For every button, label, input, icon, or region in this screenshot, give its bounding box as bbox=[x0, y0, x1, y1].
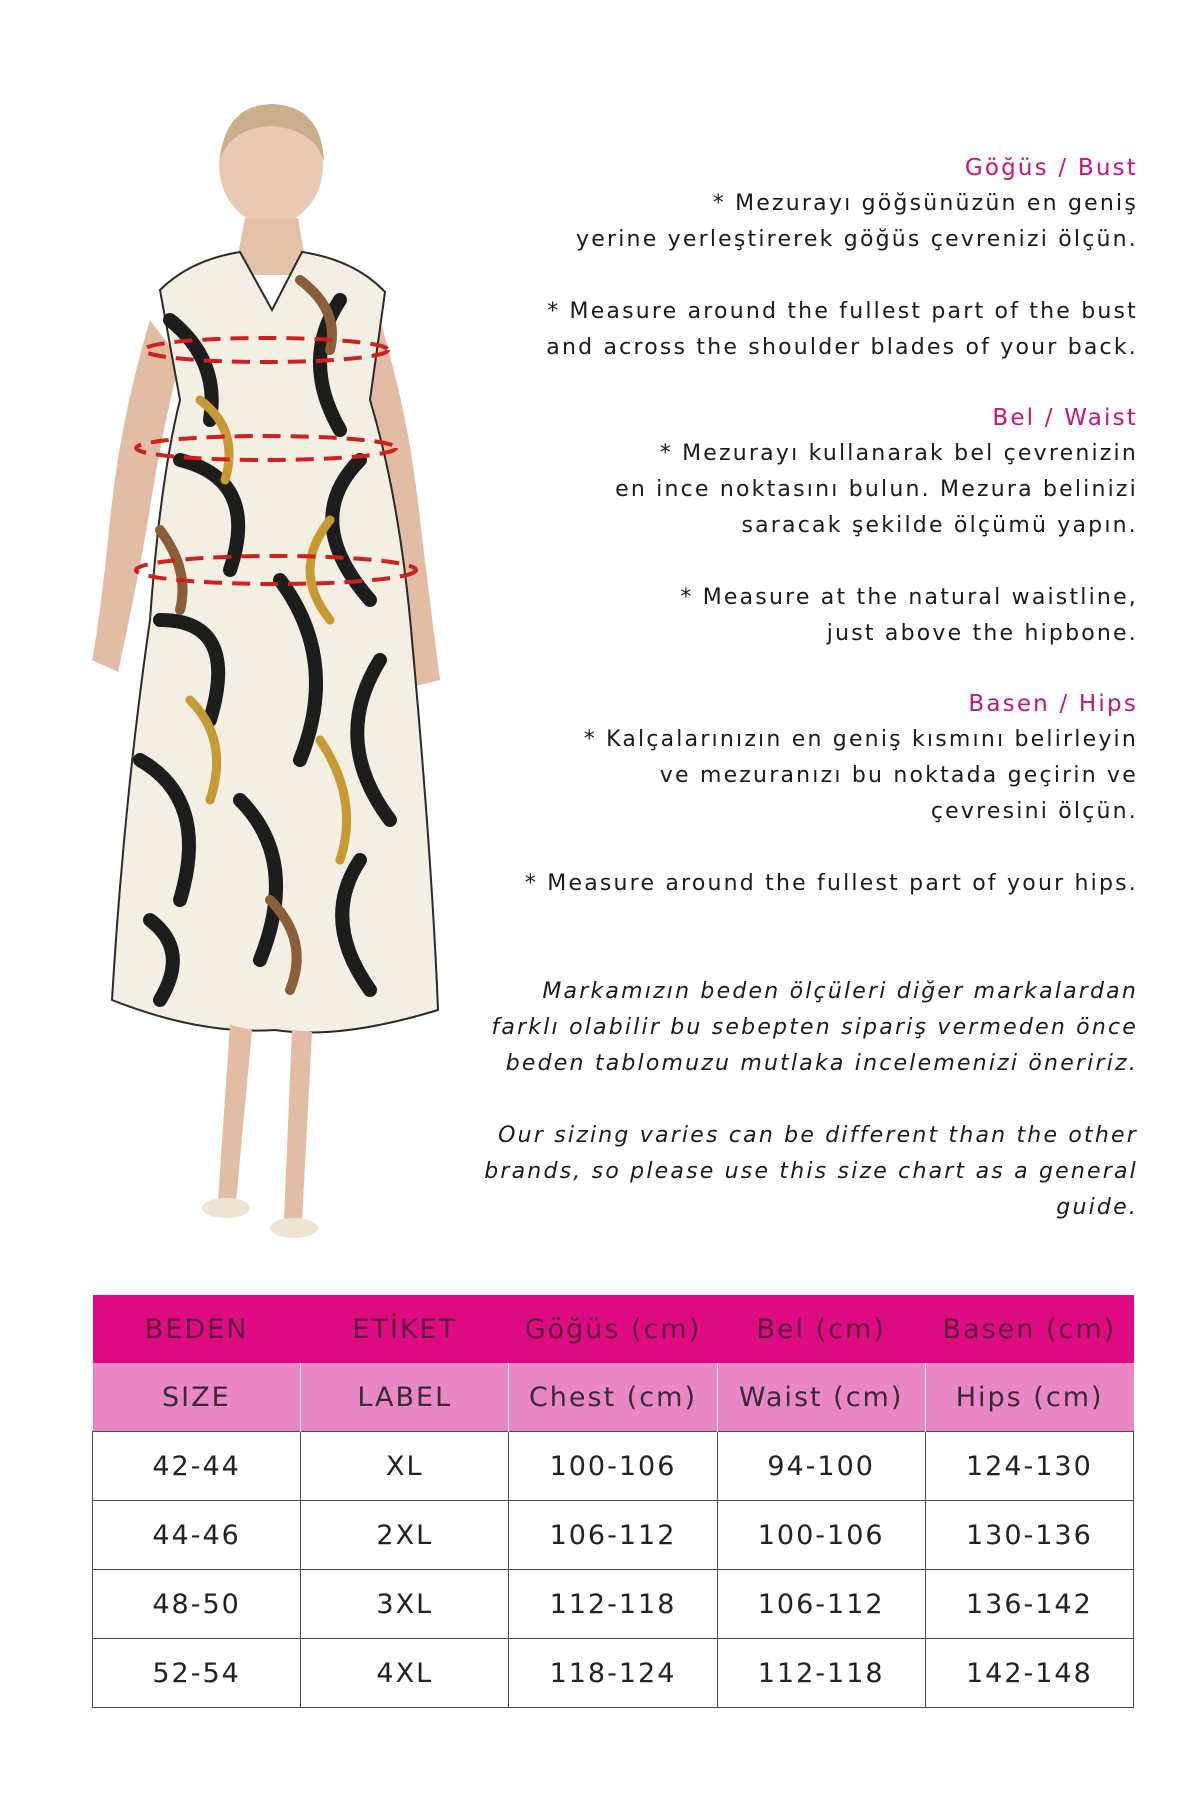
note-en-line-1: Our sizing varies can be different than the other bbox=[498, 1123, 1138, 1148]
header-etiket: ETİKET bbox=[301, 1295, 509, 1363]
table-cell: 3XL bbox=[301, 1570, 509, 1639]
table-cell: 94-100 bbox=[717, 1432, 925, 1501]
table-cell: 112-118 bbox=[717, 1639, 925, 1708]
hips-tr-line-1: * Kalçalarınızın en geniş kısmını belirleyin bbox=[583, 727, 1138, 752]
model-photo bbox=[40, 100, 480, 1280]
bust-en-line-1: * Measure around the fullest part of the bust bbox=[547, 299, 1138, 324]
table-cell: XL bbox=[301, 1432, 509, 1501]
table-header-turkish bbox=[93, 1295, 1134, 1363]
table-cell: 4XL bbox=[301, 1639, 509, 1708]
bust-tr-line-2: yerine yerleştirerek göğüs çevrenizi ölçün. bbox=[576, 227, 1138, 252]
table-cell: 136-142 bbox=[925, 1570, 1133, 1639]
table-cell: 130-136 bbox=[925, 1501, 1133, 1570]
size-chart-table bbox=[92, 1295, 1134, 1708]
hips-en-line-1: * Measure around the fullest part of your hips. bbox=[524, 871, 1138, 896]
note-tr-line-2: farklı olabilir bu sebepten sipariş vermeden önce bbox=[491, 1015, 1138, 1040]
note-en-line-2: brands, so please use this size chart as a general guide. bbox=[484, 1159, 1138, 1220]
table-cell: 124-130 bbox=[925, 1432, 1133, 1501]
model-dress-illustration bbox=[40, 100, 480, 1280]
table-cell: 100-106 bbox=[717, 1501, 925, 1570]
table-cell: 118-124 bbox=[509, 1639, 717, 1708]
note-tr-line-1: Markamızın beden ölçüleri diğer markalardan bbox=[542, 979, 1138, 1004]
table-row bbox=[93, 1639, 1134, 1708]
table-cell: 100-106 bbox=[509, 1432, 717, 1501]
bust-title: Göğüs / Bust bbox=[964, 155, 1138, 181]
table-cell: 106-112 bbox=[509, 1501, 717, 1570]
hips-tr-line-2: ve mezuranızı bu noktada geçirin ve bbox=[659, 763, 1138, 788]
table-cell: 2XL bbox=[301, 1501, 509, 1570]
table-row bbox=[93, 1432, 1134, 1501]
header-basen: Basen (cm) bbox=[925, 1295, 1133, 1363]
table-cell: 42-44 bbox=[93, 1432, 301, 1501]
hips-tr-line-3: çevresini ölçün. bbox=[930, 799, 1138, 824]
bust-tr-line-1: * Mezurayı göğsünüzün en geniş bbox=[712, 191, 1138, 216]
waist-title: Bel / Waist bbox=[992, 405, 1138, 431]
waist-tr-line-3: saracak şekilde ölçümü yapın. bbox=[741, 513, 1138, 538]
header-beden: BEDEN bbox=[93, 1295, 301, 1363]
measurement-instructions bbox=[478, 150, 1138, 1226]
table-cell: 112-118 bbox=[509, 1570, 717, 1639]
header-size: SIZE bbox=[93, 1363, 301, 1432]
waist-en-line-2: just above the hipbone. bbox=[826, 621, 1138, 646]
bust-en-line-2: and across the shoulder blades of your back. bbox=[546, 335, 1138, 360]
table-row bbox=[93, 1570, 1134, 1639]
table-cell: 106-112 bbox=[717, 1570, 925, 1639]
table-cell: 52-54 bbox=[93, 1639, 301, 1708]
table-cell: 44-46 bbox=[93, 1501, 301, 1570]
table-row bbox=[93, 1501, 1134, 1570]
table-cell: 48-50 bbox=[93, 1570, 301, 1639]
waist-en-line-1: * Measure at the natural waistline, bbox=[680, 585, 1138, 610]
hips-title: Basen / Hips bbox=[968, 691, 1138, 717]
table-header-english bbox=[93, 1363, 1134, 1432]
header-label: LABEL bbox=[301, 1363, 509, 1432]
header-chest: Chest (cm) bbox=[509, 1363, 717, 1432]
table-cell: 142-148 bbox=[925, 1639, 1133, 1708]
waist-tr-line-1: * Mezurayı kullanarak bel çevrenizin bbox=[659, 441, 1138, 466]
header-hips: Hips (cm) bbox=[925, 1363, 1133, 1432]
header-bel: Bel (cm) bbox=[717, 1295, 925, 1363]
header-gogus: Göğüs (cm) bbox=[509, 1295, 717, 1363]
note-tr-line-3: beden tablomuzu mutlaka incelemenizi öneririz. bbox=[505, 1051, 1138, 1076]
header-waist: Waist (cm) bbox=[717, 1363, 925, 1432]
waist-tr-line-2: en ince noktasını bulun. Mezura belinizi bbox=[615, 477, 1138, 502]
